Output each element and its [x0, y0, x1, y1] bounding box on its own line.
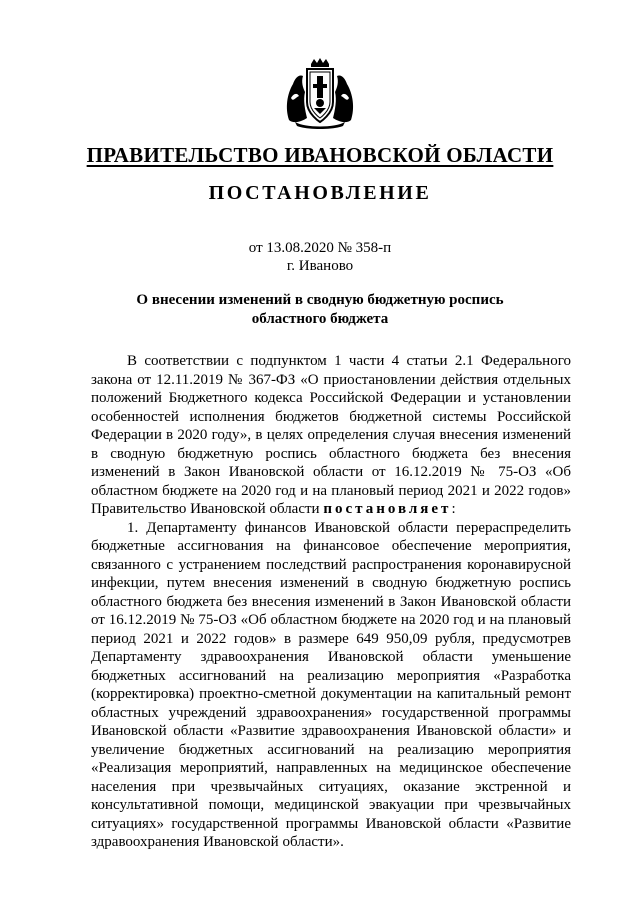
preamble-colon: : — [451, 501, 456, 517]
document-city: г. Иваново — [286, 258, 354, 274]
preamble-paragraph — [91, 352, 571, 519]
document-body — [91, 352, 571, 852]
preamble-text: В соответствии с подпунктом 1 части 4 статьи 2.1 Федерального закона от 12.11.2019 № 367-ФЗ «О приостановлении действия отдельных положений Бюджетного кодекса Российской Федерации и установлении особенностей исполнения бюджетов бюджетной системы Российской Федерации в 2020 году», в целях определения случая внесения изменений в сводную бюджетную роспись областного бюджета без внесения изменений в Закон Ивановской области от 16.12.2019 № 75-ОЗ «Об областном бюджете на 2020 год и на плановый период 2021 и 2022 годов» Правительство Ивановской области — [91, 353, 571, 517]
resolves-word: постановляет — [323, 501, 452, 517]
subject-line-1: О внесении изменений в сводную бюджетную роспись — [136, 292, 504, 308]
coat-of-arms-icon — [281, 58, 359, 130]
government-title: ПРАВИТЕЛЬСТВО ИВАНОВСКОЙ ОБЛАСТИ — [86, 143, 554, 167]
subject-line-2: областного бюджета — [251, 311, 389, 327]
document-subject — [120, 291, 520, 329]
document-type: ПОСТАНОВЛЕНИЕ — [208, 182, 432, 204]
document-date-number: от 13.08.2020 № 358-п — [248, 240, 392, 256]
clause-1-paragraph: 1. Департаменту финансов Ивановской области перераспределить бюджетные ассигнования на финансовое обеспечение мероприятия, связанного с устранением последствий распространения коронавирусной инфекции, путем внесения изменений в сводную бюджетную роспись областного бюджета без внесения изменений в Закон Ивановской области от 16.12.2019 № 75-ОЗ «Об областном бюджете на 2020 год и на плановый период 2021 и 2022 годов» в размере 649 950,09 рубля, предусмотрев Департаменту здравоохранения Ивановской области уменьшение бюджетных ассигнований на реализацию мероприятия «Разработка (корректировка) проектно-сметной документации на капитальный ремонт областных учреждений здравоохранения» государственной программы Ивановской области «Развитие здравоохранения Ивановской области» и увеличение бюджетных ассигнований на реализацию мероприятия «Реализация мероприятий, направленных на медицинское обеспечение населения при чрезвычайных ситуациях, оказание экстренной и консультативной помощи, медицинской эвакуации при чрезвычайных ситуациях» государственной программы Ивановской области «Развитие здравоохранения Ивановской области». — [91, 519, 571, 850]
